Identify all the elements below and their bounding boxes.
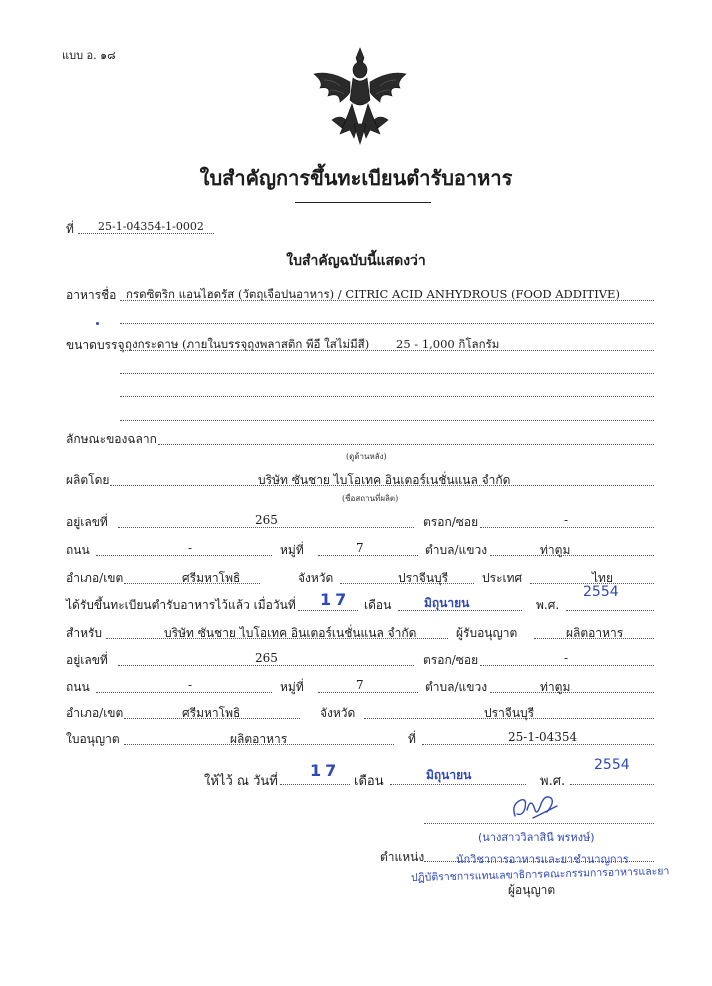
district2-label: อำเภอ/เขต (66, 706, 124, 720)
given-year-stamp: 2554 (594, 757, 630, 773)
moo2-label: หมู่ที่ (280, 680, 304, 694)
licensee-role: ผลิตอาหาร (566, 626, 624, 640)
reg-year-stamp: 2554 (583, 584, 619, 600)
food-name: กรดซิตริก แอนไฮดรัส (วัตถุเจือปนอาหาร) / CITRIC ACID ANHYDROUS (FOOD ADDITIVE) (126, 287, 620, 301)
road-label: ถนน (66, 543, 90, 557)
district: ศรีมหาโพธิ (182, 571, 241, 585)
given-month-label: เดือน (354, 774, 384, 789)
district2: ศรีมหาโพธิ (182, 706, 241, 720)
signer-title: นักวิชาการอาหารและยาชำนาญการ (456, 853, 629, 866)
title-underline (295, 202, 431, 203)
signature-icon (505, 790, 565, 824)
road: - (188, 541, 193, 555)
road2-label: ถนน (66, 680, 90, 694)
given-year-label: พ.ศ. (540, 774, 566, 789)
see-back-note: (ดูด้านหลัง) (346, 452, 387, 461)
district-label: อำเภอ/เขต (66, 571, 124, 585)
address2-no-label: อยู่เลขที่ (66, 653, 108, 667)
signer-acting: ปฏิบัติราชการแทนเลขาธิการคณะกรรมการอาหารและยา (410, 865, 670, 884)
package-value: 25 - 1,000 กิโลกรัม (396, 337, 500, 351)
given-label: ให้ไว้ ณ วันที่ (204, 774, 278, 789)
signer-name: (นางสาววิลาสินี พรหงษ์) (478, 831, 595, 844)
alley2: - (564, 651, 569, 665)
for-label: สำหรับ (66, 626, 103, 640)
package-label: ขนาดบรรจุ (66, 338, 125, 352)
province: ปราจีนบุรี (398, 571, 449, 585)
road2: - (188, 678, 193, 692)
address-no: 265 (255, 513, 278, 527)
month-label: เดือน (364, 598, 392, 612)
moo-label: หมู่ที่ (280, 543, 304, 557)
given-day-stamp: 17 (310, 761, 341, 780)
subdistrict: ท่าตูม (540, 543, 571, 557)
subdistrict-label: ตำบล/แขวง (425, 543, 488, 557)
permit-no-label: ที่ (408, 732, 416, 746)
alley2-label: ตรอก/ซอย (423, 653, 479, 667)
permit-no: 25-1-04354 (508, 730, 578, 744)
licensee-role-label: ผู้รับอนุญาต (456, 626, 518, 640)
producer: บริษัท ซันชาย ไบโอเทค อินเตอร์เนชั่นแนล จำกัด (258, 473, 511, 487)
province2-label: จังหวัด (320, 706, 356, 720)
position-label: ตำแหน่ง (380, 850, 425, 864)
given-month-stamp: มิถุนายน (426, 768, 472, 782)
moo2: 7 (356, 678, 364, 692)
reg-no: 25-1-04354-1-0002 (98, 220, 204, 233)
year-label: พ.ศ. (536, 598, 560, 612)
form-code: แบบ อ. ๑๘ (62, 49, 116, 62)
reg-day-stamp: 17 (320, 590, 351, 609)
licensee: บริษัท ซันชาย ไบโอเทค อินเตอร์เนชั่นแนล จำกัด (164, 626, 417, 640)
province2: ปราจีนบุรี (484, 706, 535, 720)
package-desc: ถุงกระดาษ (ภายในบรรจุถุงพลาสติก พีอี ใสไม่มีสี) (125, 337, 370, 351)
ink-dot (96, 322, 99, 325)
alley: - (564, 513, 569, 527)
producer-note: (ชื่อสถานที่ผลิต) (342, 494, 399, 503)
address-no-label: อยู่เลขที่ (66, 515, 108, 529)
permit-type: ผลิตอาหาร (230, 732, 288, 746)
reg-no-label: ที่ (66, 222, 74, 236)
country-label: ประเทศ (482, 571, 523, 585)
registered-label: ได้รับขึ้นทะเบียนตำรับอาหารไว้แล้ว เมื่อวันที่ (66, 598, 296, 612)
producer-label: ผลิตโดย (66, 473, 110, 487)
subtitle: ใบสำคัญฉบับนี้แสดงว่า (286, 253, 426, 269)
subdistrict2: ท่าตูม (540, 680, 571, 694)
reg-month-stamp: มิถุนายน (424, 596, 470, 610)
garuda-emblem-icon (310, 40, 410, 150)
moo: 7 (356, 541, 364, 555)
food-name-label: อาหารชื่อ (66, 288, 117, 302)
address2-no: 265 (255, 651, 278, 665)
subdistrict2-label: ตำบล/แขวง (425, 680, 488, 694)
permit-label: ใบอนุญาต (66, 732, 120, 746)
province-label: จังหวัด (298, 571, 334, 585)
alley-label: ตรอก/ซอย (423, 515, 479, 529)
licensor-label: ผู้อนุญาต (508, 883, 556, 897)
page-title: ใบสำคัญการขึ้นทะเบียนตำรับอาหาร (199, 166, 513, 190)
country: ไทย (592, 571, 613, 585)
label-char-label: ลักษณะของฉลาก (66, 432, 157, 446)
